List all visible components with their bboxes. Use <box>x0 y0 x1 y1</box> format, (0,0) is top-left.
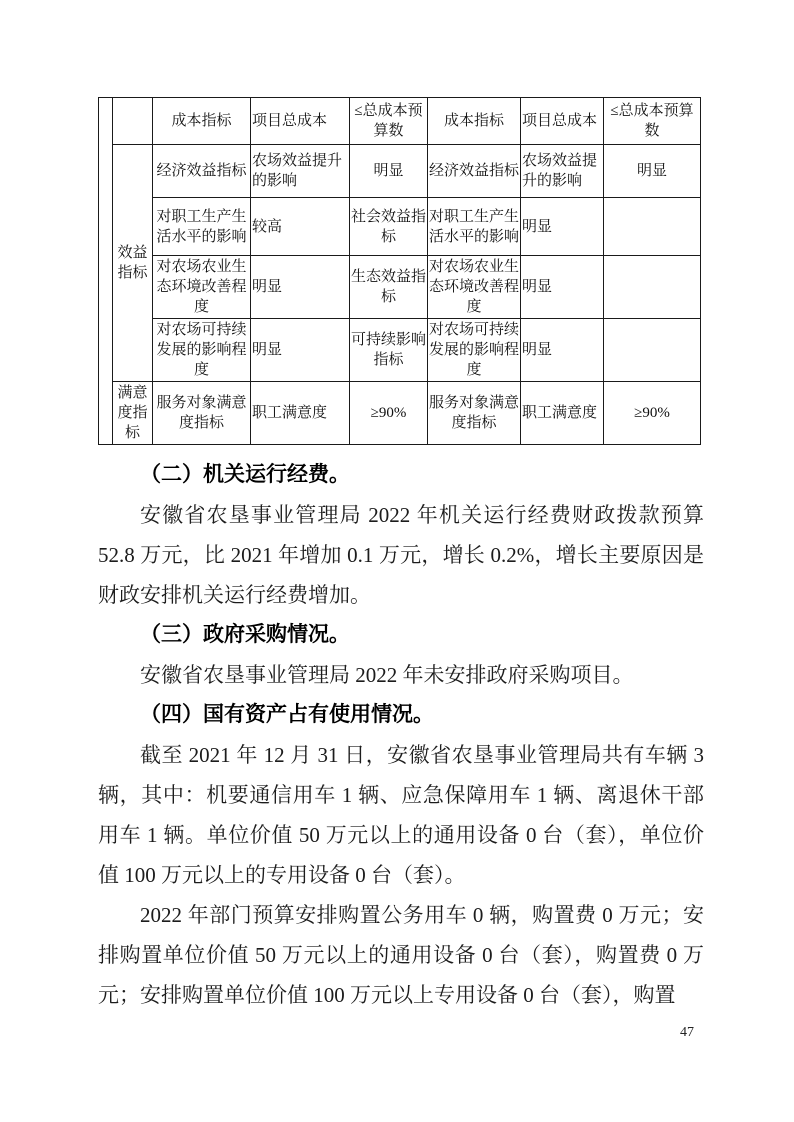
table-cell: 明显 <box>350 145 428 198</box>
table-cell: 项目总成本 <box>251 98 350 145</box>
table-cell: 对农场农业生态环境改善程度 <box>428 256 521 319</box>
table-row <box>99 145 701 198</box>
table-cell: 经济效益指标 <box>428 145 521 198</box>
table-row <box>99 198 701 256</box>
table-cell-left-spacer <box>99 98 113 445</box>
table-cell <box>604 319 701 382</box>
table-cell: 对农场农业生态环境改善程度 <box>153 256 251 319</box>
table-cell: 可持续影响指标 <box>350 319 428 382</box>
table-cell: 服务对象满意度指标 <box>428 382 521 445</box>
document-body <box>98 455 704 1015</box>
table-cell: 对职工生产生活水平的影响 <box>153 198 251 256</box>
table-cell: 社会效益指标 <box>350 198 428 256</box>
paragraph: 安徽省农垦事业管理局 2022 年机关运行经费财政拨款预算 52.8 万元，比 2021 年增加 0.1 万元，增长 0.2%，增长主要原因是财政安排机关运行经费增加。 <box>98 503 704 607</box>
table-cell: 明显 <box>604 145 701 198</box>
section-heading-state-assets: （四）国有资产占有使用情况。 <box>140 703 434 726</box>
table-cell: 对农场可持续发展的影响程度 <box>153 319 251 382</box>
table-cell <box>604 198 701 256</box>
table-cell: 明显 <box>521 319 604 382</box>
performance-indicators-table <box>98 97 701 445</box>
table-row <box>99 382 701 445</box>
page-number: 47 <box>680 1025 694 1040</box>
table-cell: 明显 <box>251 319 350 382</box>
section-heading-government-procurement: （三）政府采购情况。 <box>140 623 350 646</box>
table-cell: 明显 <box>251 256 350 319</box>
table-cell-category-benefit: 效益指标 <box>113 145 153 382</box>
paragraph: 安徽省农垦事业管理局 2022 年未安排政府采购项目。 <box>140 663 634 687</box>
table-cell-category-empty <box>113 98 153 145</box>
paragraph: 截至 2021 年 12 月 31 日，安徽省农垦事业管理局共有车辆 3 辆，其中：机要通信用车 1 辆、应急保障用车 1 辆、离退休干部用车 1 辆。单位价值 50 万元以上的通用设备 0 台（套），单位价值 100 万元以上的专用设备 0 台（套）。 <box>98 743 704 887</box>
table-cell: ≥90% <box>604 382 701 445</box>
table-cell: 经济效益指标 <box>153 145 251 198</box>
table-cell: 对农场可持续发展的影响程度 <box>428 319 521 382</box>
table-cell: 服务对象满意度指标 <box>153 382 251 445</box>
table-row <box>99 256 701 319</box>
table-row <box>99 319 701 382</box>
table-cell: ≤总成本预算数 <box>350 98 428 145</box>
section-heading-operating-expenses: （二）机关运行经费。 <box>140 463 350 486</box>
table-cell: ≤总成本预算数 <box>604 98 701 145</box>
table-cell: 职工满意度 <box>521 382 604 445</box>
table-cell: 农场效益提升的影响 <box>521 145 604 198</box>
table-cell: 明显 <box>521 256 604 319</box>
table-cell: 较高 <box>251 198 350 256</box>
table-cell: 职工满意度 <box>251 382 350 445</box>
table-cell: 生态效益指标 <box>350 256 428 319</box>
table-cell <box>604 256 701 319</box>
table-cell: 农场效益提升的影响 <box>251 145 350 198</box>
table-cell: 成本指标 <box>153 98 251 145</box>
table-cell-category-satisfaction: 满意度指标 <box>113 382 153 445</box>
table-cell: 项目总成本 <box>521 98 604 145</box>
table-row <box>99 98 701 145</box>
table-cell: 成本指标 <box>428 98 521 145</box>
paragraph: 2022 年部门预算安排购置公务用车 0 辆，购置费 0 万元；安排购置单位价值 50 万元以上的通用设备 0 台（套），购置费 0 万元；安排购置单位价值 100 万元以上专用设备 0 台（套），购置 <box>98 903 704 1007</box>
table-cell: 对职工生产生活水平的影响 <box>428 198 521 256</box>
table-cell: 明显 <box>521 198 604 256</box>
table-cell: ≥90% <box>350 382 428 445</box>
